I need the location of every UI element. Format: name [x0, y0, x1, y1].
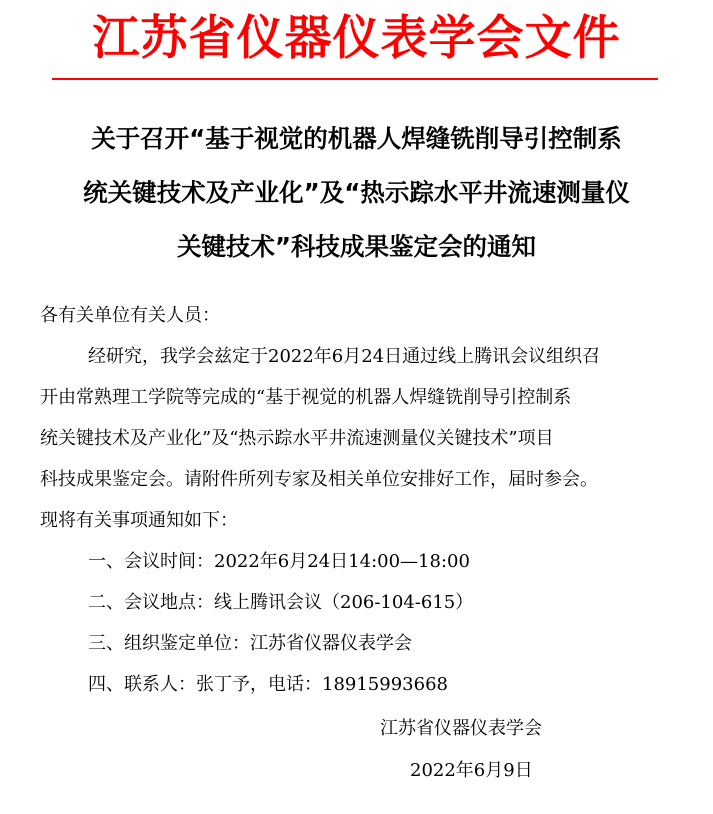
- signature-date: 2022年6月9日: [410, 760, 533, 781]
- document-body: [40, 295, 700, 705]
- paragraph-line: 现将有关事项通知如下：: [40, 510, 238, 531]
- item-meeting-location: 二、会议地点：线上腾讯会议（206-104-615）: [88, 592, 474, 613]
- paragraph-line: 开由常熟理工学院等完成的“基于视觉的机器人焊缝铣削导引控制系: [40, 387, 572, 408]
- item-organizer: 三、组织鉴定单位：江苏省仪器仪表学会: [88, 633, 412, 654]
- title-line-2: 统关键技术及产业化”及“热示踪水平井流速测量仪: [83, 178, 630, 207]
- document-masthead: 江苏省仪器仪表学会文件: [92, 11, 621, 66]
- title-line-3: 关键技术”科技成果鉴定会的通知: [176, 232, 537, 261]
- salutation: 各有关单位有关人员：: [40, 305, 220, 326]
- title-line-1: 关于召开“基于视觉的机器人焊缝铣削导引控制系: [91, 124, 622, 153]
- item-contact: 四、联系人：张丁予，电话：18915993668: [88, 674, 448, 695]
- paragraph-line: 统关键技术及产业化”及“热示踪水平井流速测量仪关键技术”项目: [40, 428, 554, 449]
- paragraph-line: 科技成果鉴定会。请附件所列专家及相关单位安排好工作，届时参会。: [40, 469, 598, 490]
- red-divider-line: [52, 78, 658, 80]
- document-title: [0, 112, 713, 274]
- item-meeting-time: 一、会议时间：2022年6月24日14:00—18:00: [88, 551, 470, 572]
- paragraph-line: 经研究，我学会兹定于2022年6月24日通过线上腾讯会议组织召: [88, 346, 601, 367]
- signature-org: 江苏省仪器仪表学会: [380, 718, 542, 739]
